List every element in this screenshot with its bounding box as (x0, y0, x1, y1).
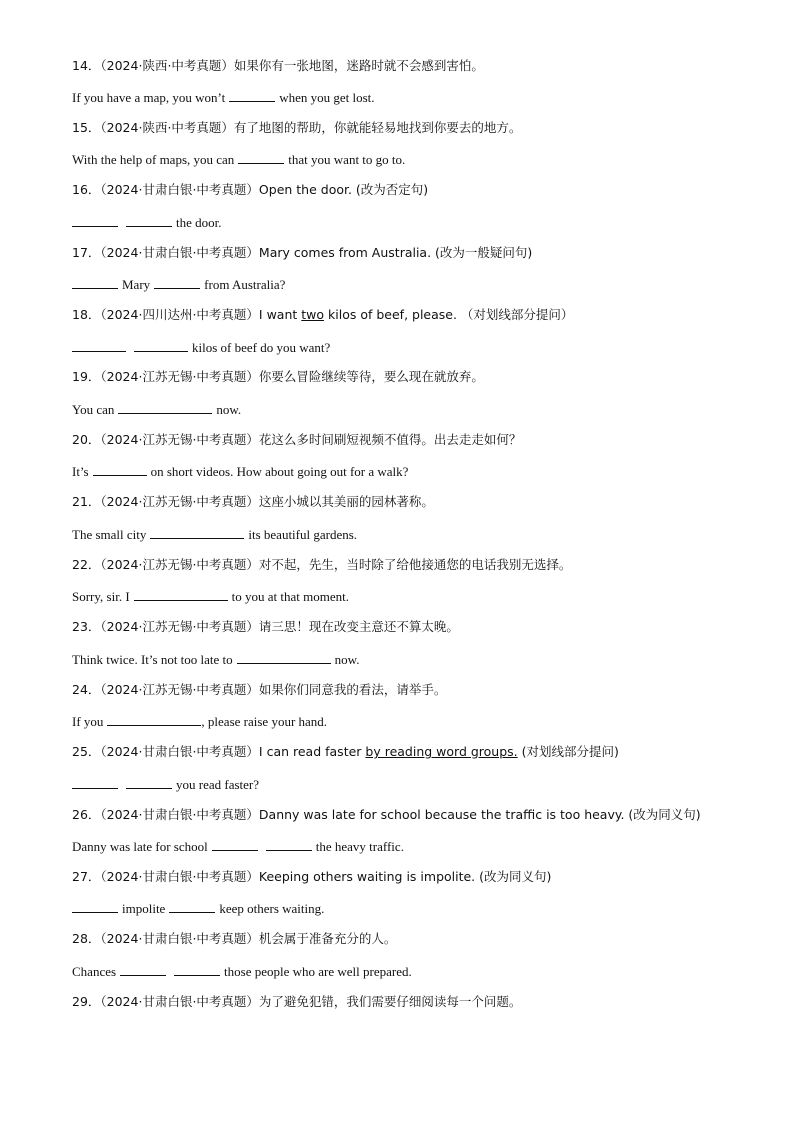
prompt-text: 18．（2024·四川达州·中考真题）I want (72, 307, 302, 322)
blank-field[interactable] (72, 276, 118, 289)
blank-field[interactable] (169, 900, 215, 913)
answer-text: keep others waiting. (219, 901, 325, 916)
blank-field[interactable] (107, 713, 201, 726)
answer-27 (72, 900, 324, 917)
answer-text: on short videos. How about going out for a walk? (150, 464, 409, 479)
question-29: 29．（2024·甘肃白银·中考真题）为了避免犯错，我们需要仔细阅读每一个问题。 (72, 994, 522, 1009)
blank-field[interactable] (237, 651, 331, 664)
blank-field[interactable] (72, 339, 126, 352)
question-20: 20．（2024·江苏无锡·中考真题）花这么多时间刷短视频不值得。出去走走如何？ (72, 432, 522, 447)
answer-text: you read faster? (176, 777, 260, 792)
answer-18 (72, 339, 330, 356)
answer-text: If you (72, 714, 104, 729)
answer-text: from Australia? (204, 277, 286, 292)
blank-field[interactable] (126, 776, 172, 789)
answer-text: You can (72, 402, 115, 417)
answer-text: now. (334, 652, 360, 667)
blank-field[interactable] (266, 838, 312, 851)
blank-field[interactable] (93, 463, 147, 476)
blank-field[interactable] (134, 339, 188, 352)
question-21: 21．（2024·江苏无锡·中考真题）这座小城以其美丽的园林著称。 (72, 494, 434, 509)
prompt-text: 25．（2024·甘肃白银·中考真题）I can read faster (72, 744, 366, 759)
question-25 (72, 744, 619, 760)
answer-16 (72, 214, 222, 231)
answer-text: Danny was late for school (72, 839, 208, 854)
prompt-text: kilos of beef, please. （对划线部分提问） (324, 307, 574, 322)
underlined-text: by reading word groups. (365, 744, 518, 759)
answer-19 (72, 401, 241, 418)
question-23: 23．（2024·江苏无锡·中考真题）请三思！现在改变主意还不算太晚。 (72, 619, 459, 634)
answer-text: , please raise your hand. (201, 714, 328, 729)
blank-field[interactable] (174, 963, 220, 976)
blank-field[interactable] (72, 214, 118, 227)
question-27: 27．（2024·甘肃白银·中考真题）Keeping others waiting is impolite. (改为同义句) (72, 869, 552, 884)
question-14: 14．（2024·陕西·中考真题）如果你有一张地图，迷路时就不会感到害怕。 (72, 58, 484, 73)
blank-field[interactable] (134, 588, 228, 601)
question-16: 16．（2024·甘肃白银·中考真题）Open the door. (改为否定句) (72, 182, 429, 197)
answer-text: its beautiful gardens. (248, 527, 358, 542)
answer-text: Sorry, sir. I (72, 589, 130, 604)
answer-26 (72, 838, 404, 855)
answer-24 (72, 713, 327, 730)
answer-text: those people who are well prepared. (224, 964, 412, 979)
blank-field[interactable] (118, 401, 212, 414)
answer-17 (72, 276, 285, 293)
answer-text: now. (216, 402, 242, 417)
answer-text: Think twice. It’s not too late to (72, 652, 233, 667)
answer-20 (72, 463, 408, 480)
blank-field[interactable] (150, 526, 244, 539)
answer-text: With the help of maps, you can (72, 152, 235, 167)
answer-28 (72, 963, 412, 980)
answer-25 (72, 776, 259, 793)
answer-14 (72, 89, 375, 106)
answer-21 (72, 526, 357, 543)
blank-field[interactable] (212, 838, 258, 851)
answer-text: the door. (176, 215, 222, 230)
blank-field[interactable] (229, 89, 275, 102)
question-28: 28．（2024·甘肃白银·中考真题）机会属于准备充分的人。 (72, 931, 397, 946)
answer-23 (72, 651, 359, 668)
answer-text: that you want to go to. (288, 152, 406, 167)
answer-15 (72, 151, 405, 168)
blank-field[interactable] (120, 963, 166, 976)
blank-field[interactable] (72, 900, 118, 913)
answer-text: impolite (122, 901, 166, 916)
question-18 (72, 307, 573, 323)
underlined-text: two (301, 307, 325, 322)
answer-text: It’s (72, 464, 89, 479)
blank-field[interactable] (238, 151, 284, 164)
question-17: 17．（2024·甘肃白银·中考真题）Mary comes from Australia. (改为一般疑问句) (72, 245, 533, 260)
question-22: 22．（2024·江苏无锡·中考真题）对不起，先生，当时除了给他接通您的电话我别无选择。 (72, 557, 572, 572)
prompt-text: (对划线部分提问) (517, 744, 619, 759)
blank-field[interactable] (72, 776, 118, 789)
blank-field[interactable] (126, 214, 172, 227)
answer-text: Mary (122, 277, 151, 292)
answer-text: If you have a map, you won’t (72, 90, 226, 105)
blank-field[interactable] (154, 276, 200, 289)
answer-text: when you get lost. (279, 90, 375, 105)
question-26: 26．（2024·甘肃白银·中考真题）Danny was late for school because the traffic is too heavy. (改为同义句) (72, 807, 701, 822)
question-19: 19．（2024·江苏无锡·中考真题）你要么冒险继续等待，要么现在就放弃。 (72, 369, 484, 384)
answer-22 (72, 588, 349, 605)
answer-text: the heavy traffic. (315, 839, 404, 854)
question-15: 15．（2024·陕西·中考真题）有了地图的帮助，你就能轻易地找到你要去的地方。 (72, 120, 522, 135)
answer-text: to you at that moment. (231, 589, 349, 604)
answer-text: kilos of beef do you want? (192, 340, 331, 355)
answer-text: Chances (72, 964, 117, 979)
answer-text: The small city (72, 527, 147, 542)
question-24: 24．（2024·江苏无锡·中考真题）如果你们同意我的看法，请举手。 (72, 682, 447, 697)
